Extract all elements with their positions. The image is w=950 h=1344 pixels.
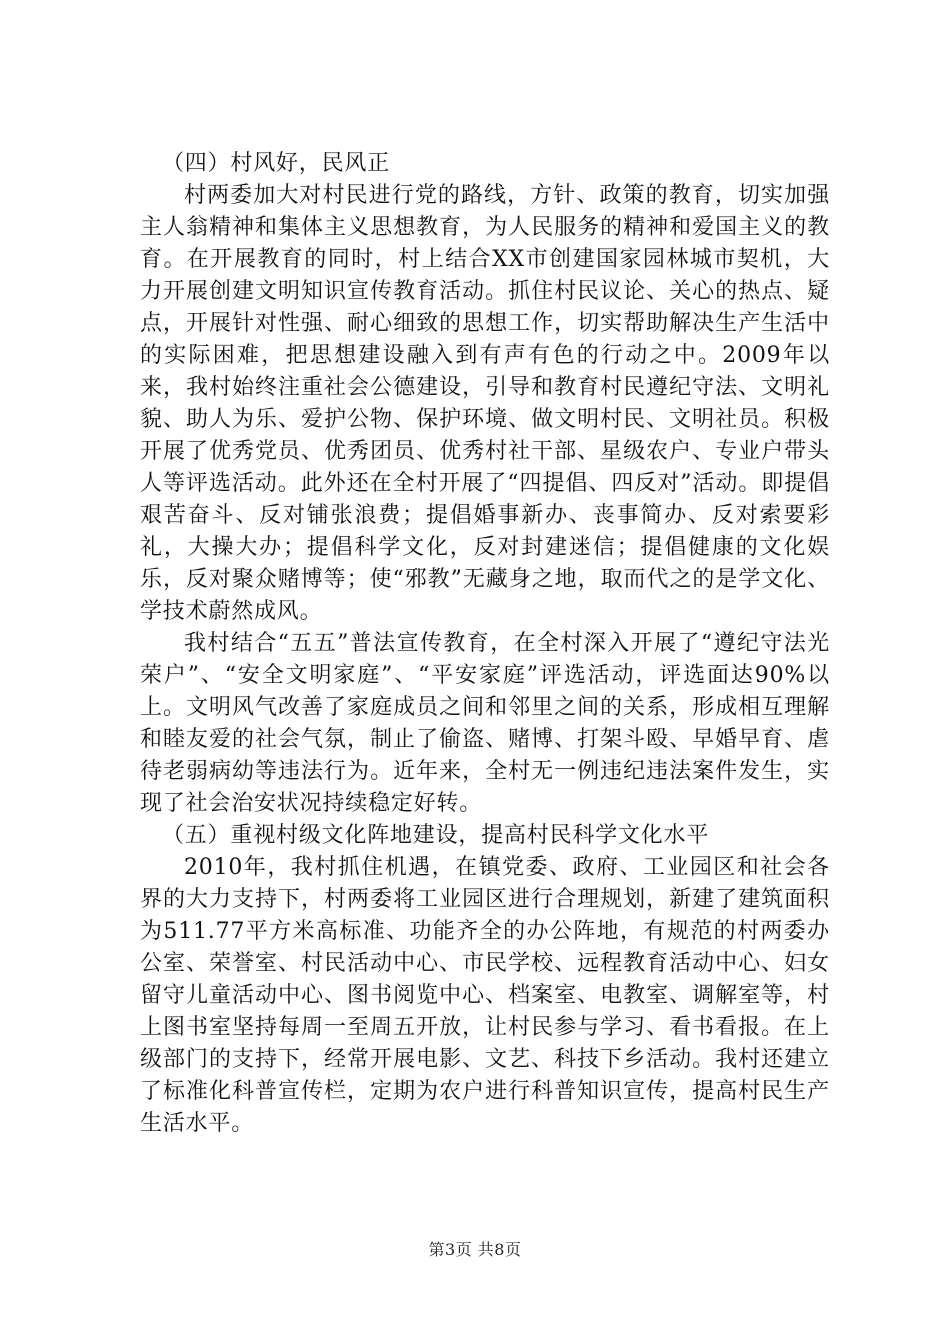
document-body bbox=[140, 148, 830, 1140]
page-number-footer: 第3页 共8页 bbox=[428, 1240, 522, 1259]
paragraph-4-1: 村两委加大对村民进行党的路线，方针、政策的教育，切实加强主人翁精神和集体主义思想教育，为人民服务的精神和爱国主义的教育。在开展教育的同时，村上结合XX市创建国家园林城市契机，大力开展创建文明知识宣传教育活动。抓住村民议论、关心的热点、疑点，开展针对性强、耐心细致的思想工作，切实帮助解决生产生活中的实际困难，把思想建设融入到有声有色的行动之中。2009年以来，我村始终注重社会公德建设，引导和教育村民遵纪守法、文明礼貌、助人为乐、爱护公物、保护环境、做文明村民、文明社员。积极开展了优秀党员、优秀团员、优秀村社干部、星级农户、专业户带头人等评选活动。此外还在全村开展了“四提倡、四反对”活动。即提倡艰苦奋斗、反对铺张浪费；提倡婚事新办、丧事简办、反对索要彩礼，大操大办；提倡科学文化，反对封建迷信；提倡健康的文化娱乐，反对聚众赌博等；使“邪教”无藏身之地，取而代之的是学文化、学技术蔚然成风。 bbox=[140, 183, 830, 624]
paragraph-4-2: 我村结合“五五”普法宣传教育，在全村深入开展了“遵纪守法光荣户”、“安全文明家庭”、“平安家庭”评选活动，评选面达90%以上。文明风气改善了家庭成员之间和邻里之间的关系，形成相互理解和睦友爱的社会气氛，制止了偷盗、赌博、打架斗殴、早婚早育、虐待老弱病幼等违法行为。近年来，全村无一例违纪违法案件发生，实现了社会治安状况持续稳定好转。 bbox=[140, 631, 830, 816]
section-heading-5: （五）重视村级文化阵地建设，提高村民科学文化水平 bbox=[162, 823, 710, 848]
section-heading-4: （四）村风好，民风正 bbox=[162, 151, 391, 176]
paragraph-5-1: 2010年，我村抓住机遇，在镇党委、政府、工业园区和社会各界的大力支持下，村两委将工业园区进行合理规划，新建了建筑面积为511.77平方米高标准、功能齐全的办公阵地，有规范的村两委办公室、荣誉室、村民活动中心、市民学校、远程教育活动中心、妇女留守儿童活动中心、图书阅览中心、档案室、电教室、调解室等，村上图书室坚持每周一至周五开放，让村民参与学习、看书看报。在上级部门的支持下，经常开展电影、文艺、科技下乡活动。我村还建立了标准化科普宣传栏，定期为农户进行科普知识宣传，提高村民生产生活水平。 bbox=[140, 855, 830, 1136]
